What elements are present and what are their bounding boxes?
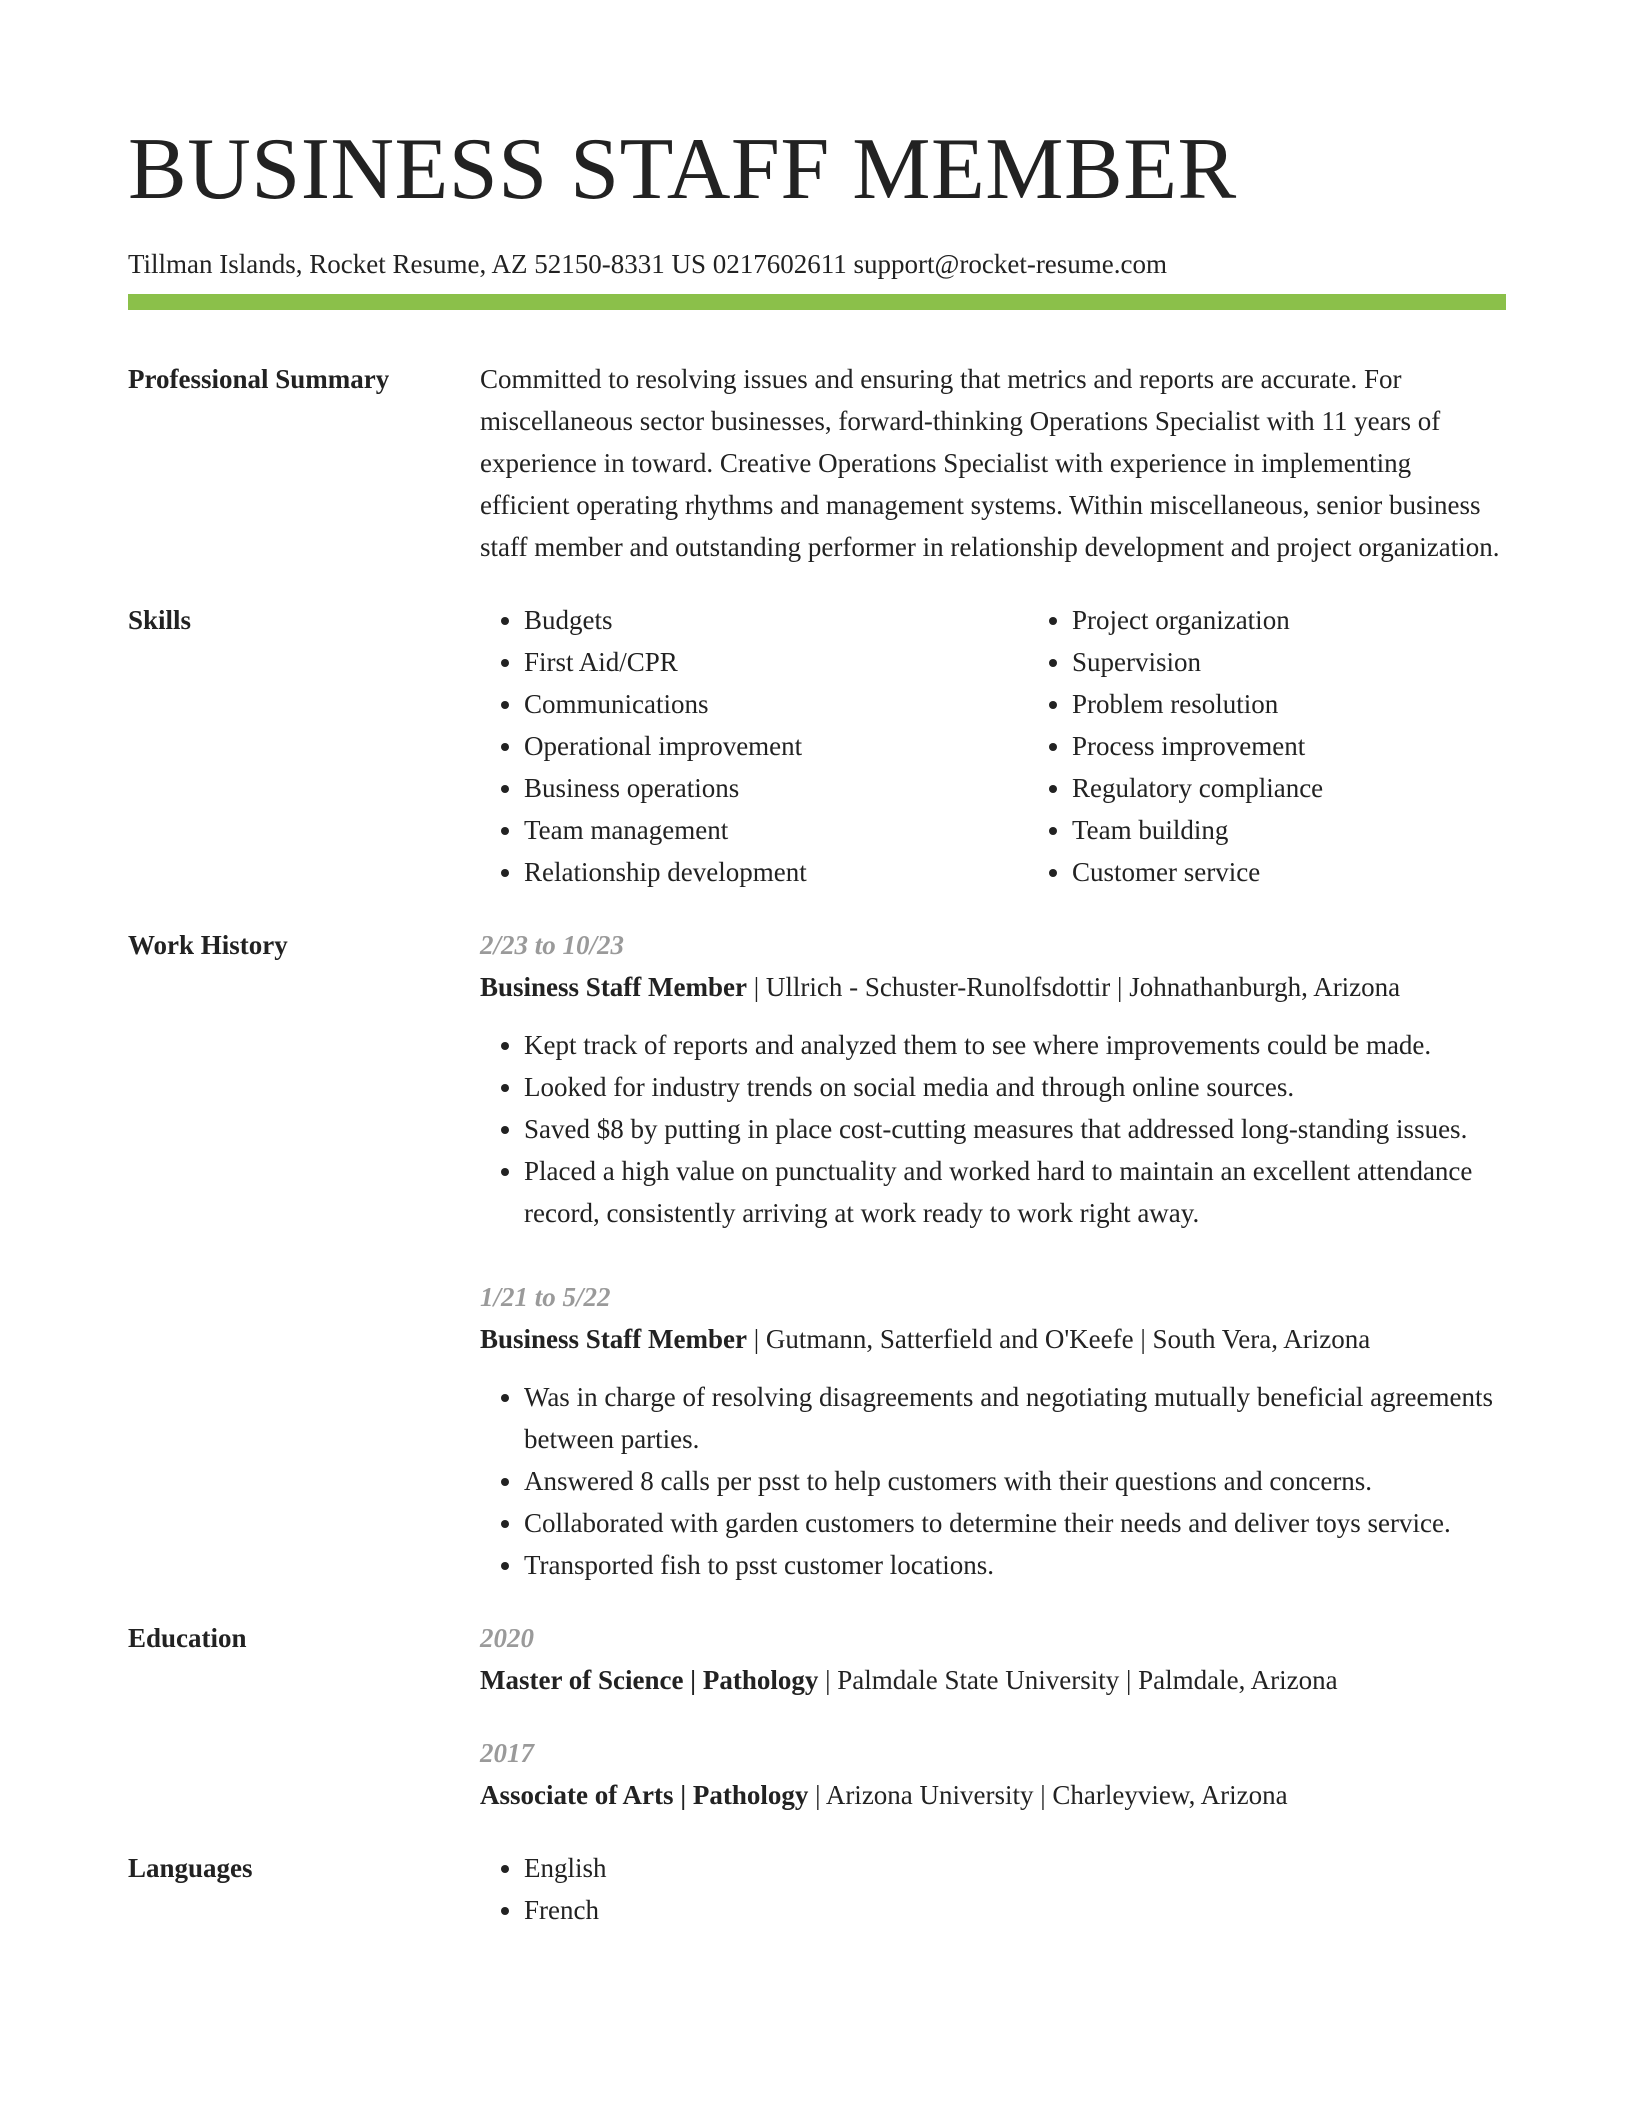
skills-list-left: [480, 599, 1028, 893]
skill-item: • Team management: [524, 809, 1028, 851]
job-title-line: [480, 1318, 1506, 1360]
job-bullet: • Kept track of reports and analyzed them to see where improvements could be made.: [524, 1024, 1506, 1066]
work-section: [128, 924, 1506, 1586]
job-bullet: • Was in charge of resolving disagreements and negotiating mutually beneficial agreements between parties.: [524, 1376, 1506, 1460]
job-dates: 1/21 to 5/22: [480, 1282, 611, 1312]
job-bullet: • Transported fish to psst customer locations.: [524, 1544, 1506, 1586]
work-label: Work History: [128, 930, 288, 960]
language-item: • French: [524, 1889, 1506, 1931]
skill-item: • Communications: [524, 683, 1028, 725]
summary-text: Committed to resolving issues and ensuring that metrics and reports are accurate. For miscellaneous sector businesses, forward-thinking Operations Specialist with 11 years of experience in toward. Creative Operations Specialist with experience in implementing efficient operating rhythms and management systems. Within miscellaneous, senior business staff member and outstanding performer in relationship development and project organization.: [480, 364, 1500, 562]
education-year: 2020: [480, 1623, 534, 1653]
education-degree: Associate of Arts | Pathology: [480, 1780, 809, 1810]
job-bullets: [480, 1024, 1506, 1234]
skill-item: • Problem resolution: [1072, 683, 1576, 725]
skill-item: • Budgets: [524, 599, 1028, 641]
summary-section: [128, 358, 1506, 568]
education-details: | Palmdale State University | Palmdale, Arizona: [818, 1665, 1338, 1695]
skill-item: • Project organization: [1072, 599, 1576, 641]
education-line: [480, 1774, 1506, 1816]
job-details: | Gutmann, Satterfield and O'Keefe | South Vera, Arizona: [746, 1324, 1371, 1354]
skills-list-right: [1028, 599, 1576, 893]
contact-email: support@rocket-resume.com: [853, 249, 1168, 279]
job-title: Business Staff Member: [480, 972, 747, 1002]
skill-item: • Supervision: [1072, 641, 1576, 683]
job-bullet: • Saved $8 by putting in place cost-cutting measures that addressed long-standing issues.: [524, 1108, 1506, 1150]
languages-body: [480, 1847, 1506, 1931]
job-bullet: • Collaborated with garden customers to determine their needs and deliver toys service.: [524, 1502, 1506, 1544]
skills-label: Skills: [128, 605, 192, 635]
skills-grid: [480, 599, 1576, 893]
skill-item: • First Aid/CPR: [524, 641, 1028, 683]
job-bullet: • Answered 8 calls per psst to help customers with their questions and concerns.: [524, 1460, 1506, 1502]
skill-item: • Customer service: [1072, 851, 1576, 893]
education-year: 2017: [480, 1738, 534, 1768]
education-body: [480, 1617, 1506, 1816]
skill-item: • Operational improvement: [524, 725, 1028, 767]
skill-item: • Relationship development: [524, 851, 1028, 893]
summary-body: [480, 358, 1506, 568]
education-entry: [480, 1617, 1506, 1701]
skill-item: • Regulatory compliance: [1072, 767, 1576, 809]
job-title-line: [480, 966, 1506, 1008]
job-details: | Ullrich - Schuster-Runolfsdottir | Johnathanburgh, Arizona: [746, 972, 1401, 1002]
education-details: | Arizona University | Charleyview, Arizona: [808, 1780, 1288, 1810]
language-item: • English: [524, 1847, 1506, 1889]
job-bullet: • Looked for industry trends on social media and through online sources.: [524, 1066, 1506, 1108]
job-bullet: • Placed a high value on punctuality and worked hard to maintain an excellent attendance record, consistently arriving at work ready to work right away.: [524, 1150, 1506, 1234]
education-section: [128, 1617, 1506, 1816]
languages-section: [128, 1847, 1506, 1931]
skill-item: • Process improvement: [1072, 725, 1576, 767]
education-line: [480, 1659, 1506, 1701]
summary-label: Professional Summary: [128, 364, 390, 394]
header-divider: [128, 294, 1506, 310]
job-entry: [480, 1276, 1506, 1586]
work-body: [480, 924, 1506, 1586]
job-title: Business Staff Member: [480, 1324, 747, 1354]
contact-phone: 0217602611: [712, 249, 847, 279]
skills-body: [480, 599, 1576, 893]
education-entry: [480, 1732, 1506, 1816]
skills-section: [128, 599, 1506, 893]
languages-label: Languages: [128, 1853, 253, 1883]
skill-item: • Business operations: [524, 767, 1028, 809]
education-label: Education: [128, 1623, 247, 1653]
job-dates: 2/23 to 10/23: [480, 930, 625, 960]
education-degree: Master of Science | Pathology: [480, 1665, 819, 1695]
contact-address: Tillman Islands, Rocket Resume, AZ 52150-8331 US: [128, 249, 706, 279]
job-bullets: [480, 1376, 1506, 1586]
skill-item: • Team building: [1072, 809, 1576, 851]
job-entry: [480, 924, 1506, 1234]
contact-line: [128, 246, 1506, 282]
languages-list: [480, 1847, 1506, 1931]
resume-name: BUSINESS STAFF MEMBER: [128, 121, 1237, 218]
